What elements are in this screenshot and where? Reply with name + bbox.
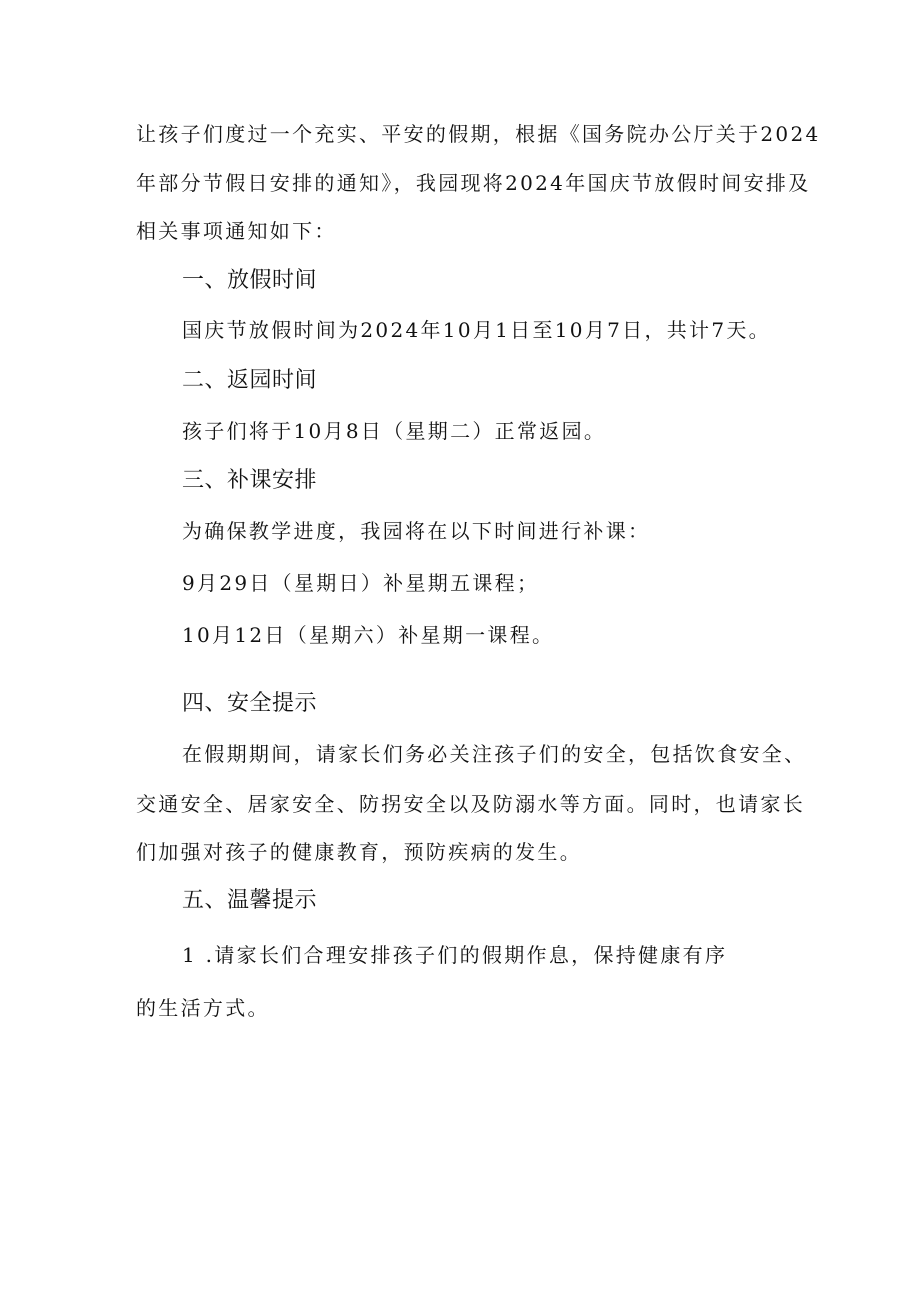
section-4-line-1: 在假期期间，请家长们务必关注孩子们的安全，包括饮食安全、	[182, 742, 807, 766]
intro-line-2: 年部分节假日安排的通知》，我园现将2024年国庆节放假时间安排及	[136, 171, 811, 195]
section-heading-makeup-classes: 三、补课安排	[182, 468, 318, 493]
section-5-line-1: 1 .请家长们合理安排孩子们的假期作息，保持健康有序	[182, 943, 728, 967]
section-3-line-3: 10月12日（星期六）补星期一课程。	[182, 623, 555, 647]
section-2-line-1: 孩子们将于10月8日（星期二）正常返园。	[182, 419, 607, 443]
section-3-line-1: 为确保教学进度，我园将在以下时间进行补课：	[182, 519, 651, 543]
section-4-line-2: 交通安全、居家安全、防拐安全以及防溺水等方面。同时，也请家长	[136, 792, 805, 816]
section-heading-holiday-time: 一、放假时间	[182, 268, 318, 293]
section-heading-return-time: 二、返园时间	[182, 368, 318, 393]
section-1-line-1: 国庆节放假时间为2024年10月1日至10月7日，共计7天。	[182, 318, 771, 342]
intro-line-3: 相关事项通知如下：	[136, 219, 337, 243]
section-3-line-2: 9月29日（星期日）补星期五课程；	[182, 571, 540, 595]
section-5-line-2: 的生活方式。	[136, 996, 270, 1020]
intro-line-1: 让孩子们度过一个充实、平安的假期，根据《国务院办公厅关于2024	[136, 122, 821, 146]
section-heading-safety-tips: 四、安全提示	[182, 691, 318, 716]
section-4-line-3: 们加强对孩子的健康教育，预防疾病的发生。	[136, 840, 582, 864]
section-heading-warm-tips: 五、温馨提示	[182, 888, 318, 913]
